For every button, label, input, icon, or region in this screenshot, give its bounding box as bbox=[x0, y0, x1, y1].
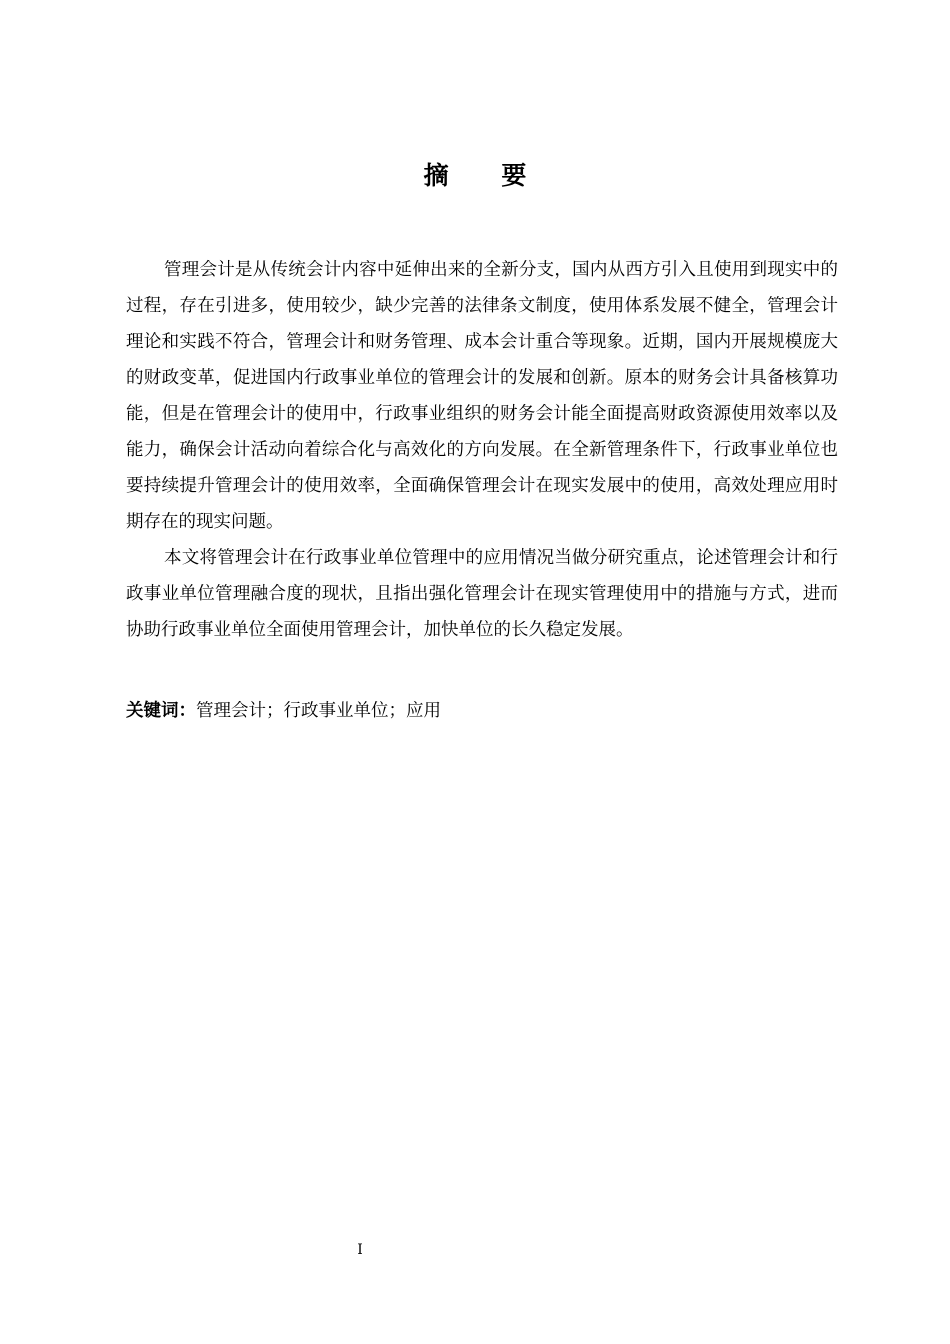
keywords-value: 管理会计；行政事业单位；应用 bbox=[196, 701, 441, 721]
abstract-paragraph-2: 本文将管理会计在行政事业单位管理中的应用情况当做分研究重点，论述管理会计和行政事业单位管理融合度的现状，且指出强化管理会计在现实管理使用中的措施与方式，进而协助行政事业单位全面使用管理会计，加快单位的长久稳定发展。 bbox=[126, 548, 838, 640]
keywords-label: 关键词： bbox=[126, 701, 196, 721]
page-number: I bbox=[357, 1242, 363, 1258]
page-title: 摘 要 bbox=[423, 161, 549, 190]
abstract-paragraph-1: 管理会计是从传统会计内容中延伸出来的全新分支，国内从西方引入且使用到现实中的过程，存在引进多，使用较少，缺少完善的法律条文制度，使用体系发展不健全，管理会计理论和实践不符合，管理会计和财务管理、成本会计重合等现象。近期，国内开展规模庞大的财政变革，促进国内行政事业单位的管理会计的发展和创新。原本的财务会计具备核算功能，但是在管理会计的使用中，行政事业组织的财务会计能全面提高财政资源使用效率以及能力，确保会计活动向着综合化与高效化的方向发展。在全新管理条件下，行政事业单位也要持续提升管理会计的使用效率，全面确保管理会计在现实发展中的使用，高效处理应用时期存在的现实问题。 bbox=[126, 260, 838, 532]
keywords-line bbox=[126, 693, 441, 729]
abstract-body bbox=[126, 252, 838, 648]
